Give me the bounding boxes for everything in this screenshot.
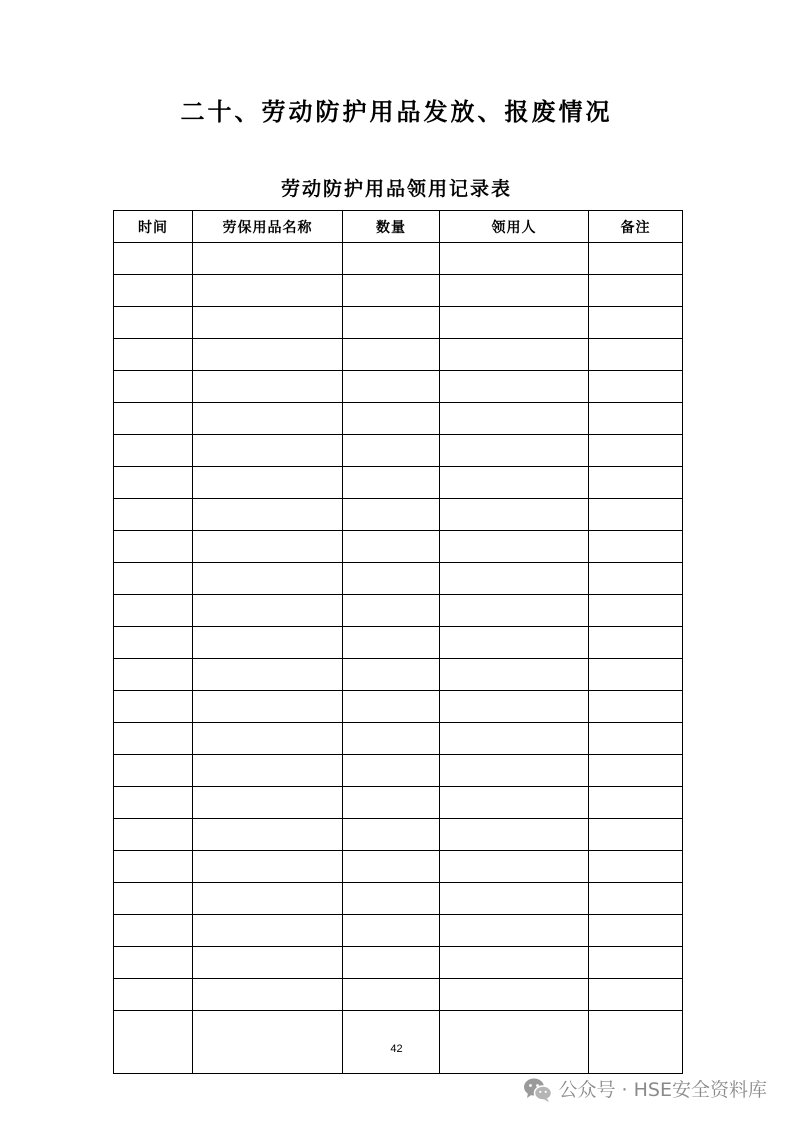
table-cell — [589, 723, 683, 755]
table-cell — [193, 851, 343, 883]
table-cell — [589, 371, 683, 403]
table-cell — [193, 627, 343, 659]
table-cell — [193, 563, 343, 595]
table-cell — [589, 979, 683, 1011]
table-cell — [589, 947, 683, 979]
table-cell — [343, 915, 440, 947]
page-heading: 二十、劳动防护用品发放、报废情况 — [180, 97, 613, 126]
table-cell — [440, 755, 589, 787]
table-header-row — [114, 211, 683, 243]
table-cell — [193, 275, 343, 307]
column-header-quantity: 数量 — [343, 211, 440, 243]
table-cell — [343, 435, 440, 467]
watermark-text: 公众号 · HSE安全资料库 — [558, 1079, 767, 1101]
table-row — [114, 787, 683, 819]
table-row — [114, 243, 683, 275]
table-cell — [114, 467, 193, 499]
table-cell — [193, 755, 343, 787]
table-cell — [114, 627, 193, 659]
table-cell — [440, 563, 589, 595]
table-cell — [193, 371, 343, 403]
table-cell — [114, 915, 193, 947]
table-row — [114, 531, 683, 563]
table-cell — [343, 403, 440, 435]
table-cell — [114, 499, 193, 531]
table-cell — [193, 947, 343, 979]
table-cell — [343, 659, 440, 691]
table-cell — [114, 755, 193, 787]
table-cell — [440, 371, 589, 403]
table-cell — [114, 435, 193, 467]
table-cell — [440, 819, 589, 851]
table-cell — [343, 883, 440, 915]
table-row — [114, 371, 683, 403]
table-cell — [589, 563, 683, 595]
table-cell — [589, 819, 683, 851]
table-row — [114, 755, 683, 787]
table-cell — [589, 627, 683, 659]
table-cell — [589, 883, 683, 915]
table-row — [114, 915, 683, 947]
table-cell — [114, 275, 193, 307]
table-cell — [193, 595, 343, 627]
page-number: 42 — [390, 1043, 403, 1055]
table-cell — [114, 531, 193, 563]
table-cell — [343, 595, 440, 627]
table-cell — [589, 435, 683, 467]
table-cell — [114, 787, 193, 819]
table-cell — [193, 979, 343, 1011]
table-cell — [440, 915, 589, 947]
table-cell — [343, 499, 440, 531]
table-cell — [440, 979, 589, 1011]
table-cell — [193, 467, 343, 499]
table-cell — [193, 659, 343, 691]
table-cell — [440, 339, 589, 371]
table-row — [114, 691, 683, 723]
table-cell — [193, 403, 343, 435]
table-cell — [440, 659, 589, 691]
table-cell — [440, 691, 589, 723]
table-cell — [440, 595, 589, 627]
table-cell — [114, 339, 193, 371]
table-cell — [589, 851, 683, 883]
table-cell — [589, 403, 683, 435]
table-cell — [440, 307, 589, 339]
table-cell — [589, 595, 683, 627]
table-cell — [343, 787, 440, 819]
table-cell — [193, 883, 343, 915]
table-cell — [343, 467, 440, 499]
table-cell — [440, 275, 589, 307]
table-cell — [343, 979, 440, 1011]
table-cell — [193, 243, 343, 275]
table-cell — [193, 499, 343, 531]
table-row — [114, 979, 683, 1011]
table-cell — [114, 883, 193, 915]
table-row — [114, 627, 683, 659]
table-cell — [589, 755, 683, 787]
table-row — [114, 403, 683, 435]
table-row — [114, 467, 683, 499]
table-cell — [589, 467, 683, 499]
table-cell — [114, 979, 193, 1011]
table-cell — [193, 723, 343, 755]
table-row — [114, 339, 683, 371]
table-row — [114, 851, 683, 883]
column-header-recipient: 领用人 — [440, 211, 589, 243]
column-header-time: 时间 — [114, 211, 193, 243]
table-cell — [440, 851, 589, 883]
table-cell — [440, 531, 589, 563]
column-header-item-name: 劳保用品名称 — [193, 211, 343, 243]
table-cell — [343, 691, 440, 723]
table-cell — [343, 339, 440, 371]
table-row — [114, 435, 683, 467]
table-cell — [114, 691, 193, 723]
table-cell — [589, 339, 683, 371]
table-cell — [589, 275, 683, 307]
table-row — [114, 659, 683, 691]
table-cell — [193, 531, 343, 563]
table-cell — [114, 851, 193, 883]
table-cell — [193, 819, 343, 851]
wechat-icon — [523, 1077, 553, 1103]
table-cell — [440, 499, 589, 531]
table-cell — [114, 563, 193, 595]
table-cell — [114, 243, 193, 275]
table-cell — [440, 627, 589, 659]
table-row — [114, 499, 683, 531]
table-cell — [193, 339, 343, 371]
table-cell — [343, 851, 440, 883]
table-cell — [440, 467, 589, 499]
table-cell — [114, 307, 193, 339]
table-cell — [440, 435, 589, 467]
table-cell — [440, 883, 589, 915]
table-cell — [343, 563, 440, 595]
table-cell — [440, 787, 589, 819]
table-cell — [440, 243, 589, 275]
table-cell — [343, 243, 440, 275]
table-cell — [589, 659, 683, 691]
table-cell — [589, 531, 683, 563]
table-cell — [343, 307, 440, 339]
table-row — [114, 883, 683, 915]
table-cell — [193, 787, 343, 819]
table-row — [114, 275, 683, 307]
table-cell — [114, 371, 193, 403]
table-cell — [114, 723, 193, 755]
table-row — [114, 563, 683, 595]
table-cell — [589, 499, 683, 531]
table-cell — [343, 531, 440, 563]
table-cell — [440, 947, 589, 979]
table-cell — [343, 755, 440, 787]
table-cell — [193, 915, 343, 947]
table-cell — [343, 723, 440, 755]
table-cell — [589, 243, 683, 275]
table-cell — [114, 659, 193, 691]
table-cell — [440, 403, 589, 435]
table-cell — [589, 691, 683, 723]
column-header-remarks: 备注 — [589, 211, 683, 243]
table-cell — [114, 819, 193, 851]
table-cell — [193, 435, 343, 467]
table-cell — [589, 915, 683, 947]
watermark — [523, 1076, 767, 1104]
table-row — [114, 723, 683, 755]
table-cell — [114, 947, 193, 979]
table-cell — [343, 371, 440, 403]
table-row — [114, 947, 683, 979]
table-cell — [114, 595, 193, 627]
table-cell — [343, 819, 440, 851]
table-row — [114, 595, 683, 627]
table-row — [114, 819, 683, 851]
table-row — [114, 307, 683, 339]
table-cell — [343, 627, 440, 659]
table-cell — [343, 947, 440, 979]
record-table — [113, 210, 683, 1074]
table-body — [114, 243, 683, 1074]
table-cell — [193, 691, 343, 723]
table-cell — [193, 307, 343, 339]
table-cell — [440, 723, 589, 755]
table-cell — [343, 275, 440, 307]
table-cell — [589, 787, 683, 819]
table-cell — [114, 403, 193, 435]
table-cell — [589, 307, 683, 339]
table-title: 劳动防护用品领用记录表 — [280, 178, 512, 200]
